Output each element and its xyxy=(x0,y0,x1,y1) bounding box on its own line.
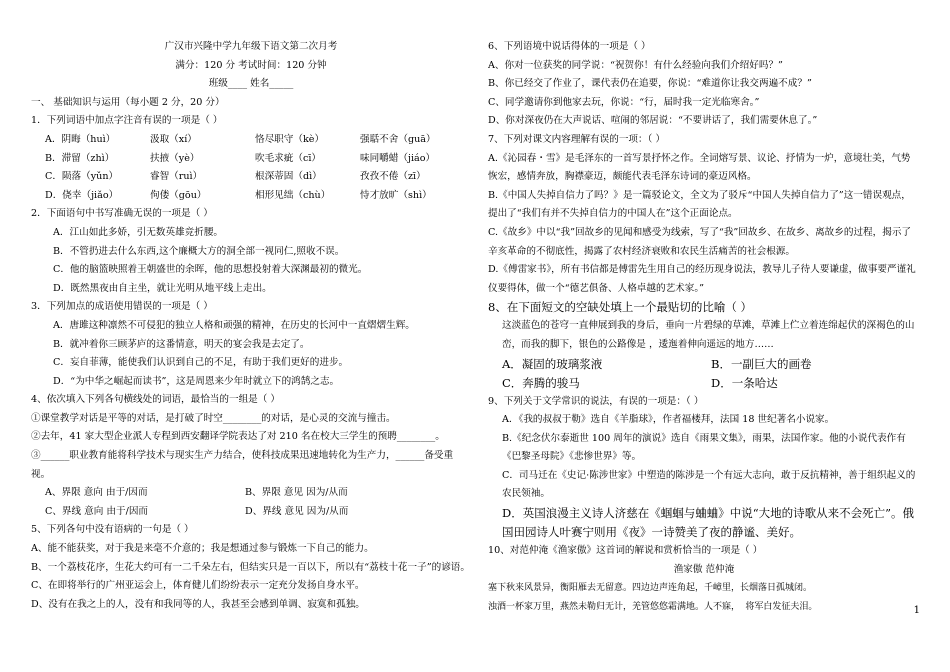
option-row xyxy=(31,168,471,187)
option-text: B．滞留（zhì） xyxy=(45,152,115,164)
option-text: 睿智（ruì） xyxy=(150,171,203,183)
text-line: 1．下列词语中加点字注音有误的一项是（ ） xyxy=(31,115,223,127)
right-column xyxy=(488,38,920,616)
option-text: C、界线 意向 由于/因而 xyxy=(45,505,149,517)
option-row xyxy=(488,355,920,374)
text-line: C．他的脑篮映照着王朝盛世的余晖，他的思想投射着大深渊最初的微光。 xyxy=(53,264,368,276)
left-column xyxy=(31,38,471,614)
option-text: 吹毛求疵（cī） xyxy=(255,152,322,164)
text-line: 塞下秋来风景异，衡阳雁去无留意。四边边声连角起，千嶂里，长烟落日孤城闭。 xyxy=(488,583,813,594)
text-line: 5、下列各句中没有语病的一句是（ ） xyxy=(31,524,194,536)
option-row xyxy=(31,187,471,206)
option-text: C．奔腾的骏马 xyxy=(502,375,580,390)
text-line: D、没有在我之上的人，没有和我同等的人，我甚至会感到单调、寂寞和孤独。 xyxy=(31,598,365,610)
text-line: C．司马迁在《史记·陈涉世家》中塑造的陈涉是一个有远大志向，敢于反抗精神，善于组织起义的农民领袖。 xyxy=(502,469,916,500)
option-text: B．一副巨大的画卷 xyxy=(711,356,812,371)
text-line: 10、对范仲淹《渔家傲》这首词的解说和赏析恰当的一项是（ ） xyxy=(488,545,763,557)
option-text: D、界线 意见 因为/从而 xyxy=(245,505,349,517)
text-line: D.《傅雷家书》，所有书信都是傅雷先生用自己的经历现身说法，教导儿子待人要谦虚，做事要严谨礼仪要得体，做一个“德艺俱备、人格卓越的艺术家。” xyxy=(488,264,916,294)
text-line: B、一个荔枝花序，生花大约可有一二千朵左右，但结实只是一百以下，所以有“荔枝十花一子”的谚语。 xyxy=(31,561,470,573)
text-line: A、你对一位获奖的同学说：“祝贺你！有什么经验向我们介绍好吗？” xyxy=(488,59,783,71)
option-text: B、界限 意见 因为/从而 xyxy=(245,487,348,499)
text-line: A．江山如此多娇，引无数英雄竞折腰。 xyxy=(53,226,224,238)
option-row xyxy=(31,131,471,150)
text-line: 2．下面语句中书写准确无误的一项是（ ） xyxy=(31,208,213,220)
text-line: A、能不能获奖，对于我是来毫不介意的；我是想通过参与锻炼一下自己的能力。 xyxy=(31,543,374,555)
text-line: 满分：120 分 考试时间：120 分钟 xyxy=(175,59,327,71)
text-line: ①课堂教学对话是平等的对话，是打破了时空________的对话，是心灵的交流与撞击。 xyxy=(31,412,396,424)
text-line: 6、下列语境中说话得体的一项是（ ） xyxy=(488,41,651,52)
text-line: 广汉市兴隆中学九年级下语文第二次月考 xyxy=(164,41,338,52)
option-text: 汲取（xí） xyxy=(150,133,197,145)
option-row xyxy=(31,484,471,503)
text-line: 3．下列加点的成语使用错误的一项是（ ） xyxy=(31,301,213,313)
text-line: C.《故乡》中以“我”回故乡的见闻和感受为线索，写了“我”回故乡、在故乡、离故乡的过程，揭示了辛亥革命的不彻底性，揭露了农村经济衰败和农民生活痛苦的社会根源。 xyxy=(488,226,912,257)
text-line: D．既然黑夜由自主坐，就让光明从地平线上走出。 xyxy=(53,282,272,294)
text-line: B、你已经交了作业了，课代表仍在追要，你说：“难道你让我交两遍不成？” xyxy=(488,78,812,90)
option-row xyxy=(31,503,471,522)
text-line: C．妄自菲薄，能使我们认识到自己的不足，有助于我们更好的进步。 xyxy=(53,357,349,369)
text-line: A.《沁园春・雪》是毛泽东的一首写景抒怀之作。全词熔写景、议论、抒情为一炉，意境壮美，气势恢宏，感情奔放，胸襟豪迈，颇能代表毛泽东诗词的豪迈风格。 xyxy=(488,152,911,183)
text-line: D、你对深夜仍在大声说话、喧闹的邻居说：“不要讲话了，我们需要休息了。” xyxy=(488,115,818,127)
text-line: 4、依次填入下列各句横线处的词语，最恰当的一组是（ ） xyxy=(31,394,280,406)
option-text: A．阴晦（huì） xyxy=(45,133,116,145)
page-number: 1 xyxy=(913,605,920,616)
text-line: 8、在下面短文的空缺处填上一个最贴切的比喻（ ） xyxy=(488,300,752,315)
text-line: D．英国浪漫主义诗人济慈在《蝈蝈与蛐蛐》中说“大地的诗歌从来不会死亡”。俄国田园诗人叶赛宁则用《夜》一诗赞美了夜的静谧、美好。 xyxy=(502,506,914,540)
text-line: B.《纪念伏尔泰逝世 100 周年的演说》选自《雨果文集》，雨果，法国作家。他的小说代表作有《巴黎圣母院》《悲惨世界》等。 xyxy=(502,432,906,463)
option-text: 根深蒂固（dì） xyxy=(255,171,322,183)
option-row xyxy=(488,374,920,393)
text-line: B.《中国人失掉自信力了吗？》是一篇驳论文，全文为了驳斥“中国人失掉自信力了”这一错误观点，提出了“我们有并不失掉自信力的中国人在”这个正面论点。 xyxy=(488,189,911,220)
text-line: 一、 基础知识与运用（每小题 2 分，20 分） xyxy=(31,96,225,108)
text-line: ②去年，41 家大型企业派人专程到西安翻译学院表达了对 210 名在校大三学生的预聘________。 xyxy=(31,431,445,443)
option-text: 味同嚼蜡（jiáo） xyxy=(360,152,436,164)
option-text: A、界限 意向 由于/因而 xyxy=(45,487,148,499)
option-text: 相形见绌（chù） xyxy=(255,189,331,201)
text-line: A．唐雎这种凛然不可侵犯的独立人格和顽强的精神，在历史的长河中一直熠熠生辉。 xyxy=(53,319,415,331)
text-line: A．《我的叔叔于勒》选自《羊脂球》，作者福楼拜，法国 18 世纪著名小说家。 xyxy=(502,414,835,426)
option-text: 强聒不舍（guā） xyxy=(360,133,436,145)
text-line: C、在即将举行的广州亚运会上，体育健儿们纷纷表示一定充分发扬自身水平。 xyxy=(31,580,365,592)
text-line: 9、下列关于文学常识的说法，有误的一项是：（ ） xyxy=(488,395,704,407)
text-line: 7、下列对课文内容理解有误的一项：（ ） xyxy=(488,133,666,145)
text-line: 浊酒一杯家万里，燕然未勒归无计，羌管悠悠霜满地。人不寐， 将军白发征夫泪。 xyxy=(488,601,818,612)
option-text: 恃才放旷（shì） xyxy=(360,189,432,201)
option-text: D．侥幸（jiǎo） xyxy=(45,189,119,201)
text-line: 班级____ 姓名_____ xyxy=(208,78,294,90)
option-text: 恪尽职守（kè） xyxy=(255,133,325,145)
option-text: C．陨落（yǔn） xyxy=(45,171,119,183)
option-text: 佝偻（gōu） xyxy=(150,189,207,201)
option-text: D．一条哈达 xyxy=(711,375,778,390)
text-line: B．不管扔进去什么东西,这个廉概大方的洞全部一视同仁,照收不误。 xyxy=(53,245,345,257)
option-row xyxy=(31,150,471,169)
text-line: C、同学邀请你到他家去玩，你说：“行，届时我一定光临寒舍。” xyxy=(488,96,760,108)
text-line: 这淡蓝色的苍穹一直伸展到我的身后，垂向一片碧绿的草滩，草滩上伫立着连绵起伏的深褐色的山峦，而我的脚下，银色的公路像是 ，逶迤着伸向遥远的地方…… xyxy=(502,320,915,350)
option-text: A．凝固的玻璃浆液 xyxy=(502,356,603,371)
option-text: 孜孜不倦（zī） xyxy=(360,171,426,183)
option-text: 扶掖（yè） xyxy=(150,152,200,164)
text-line: 渔家傲 范仲淹 xyxy=(673,563,735,575)
text-line: B．就冲着你三顾茅庐的这番情意，明天的宴会我是去定了。 xyxy=(53,338,310,350)
text-line: D．“为中华之崛起而读书”，这是周恩来少年时就立下的鸿鹄之志。 xyxy=(53,375,340,387)
text-line: ③______职业教育能将科学技术与现实生产力结合，使科技成果迅速地转化为生产力，______备受重视。 xyxy=(31,450,454,480)
